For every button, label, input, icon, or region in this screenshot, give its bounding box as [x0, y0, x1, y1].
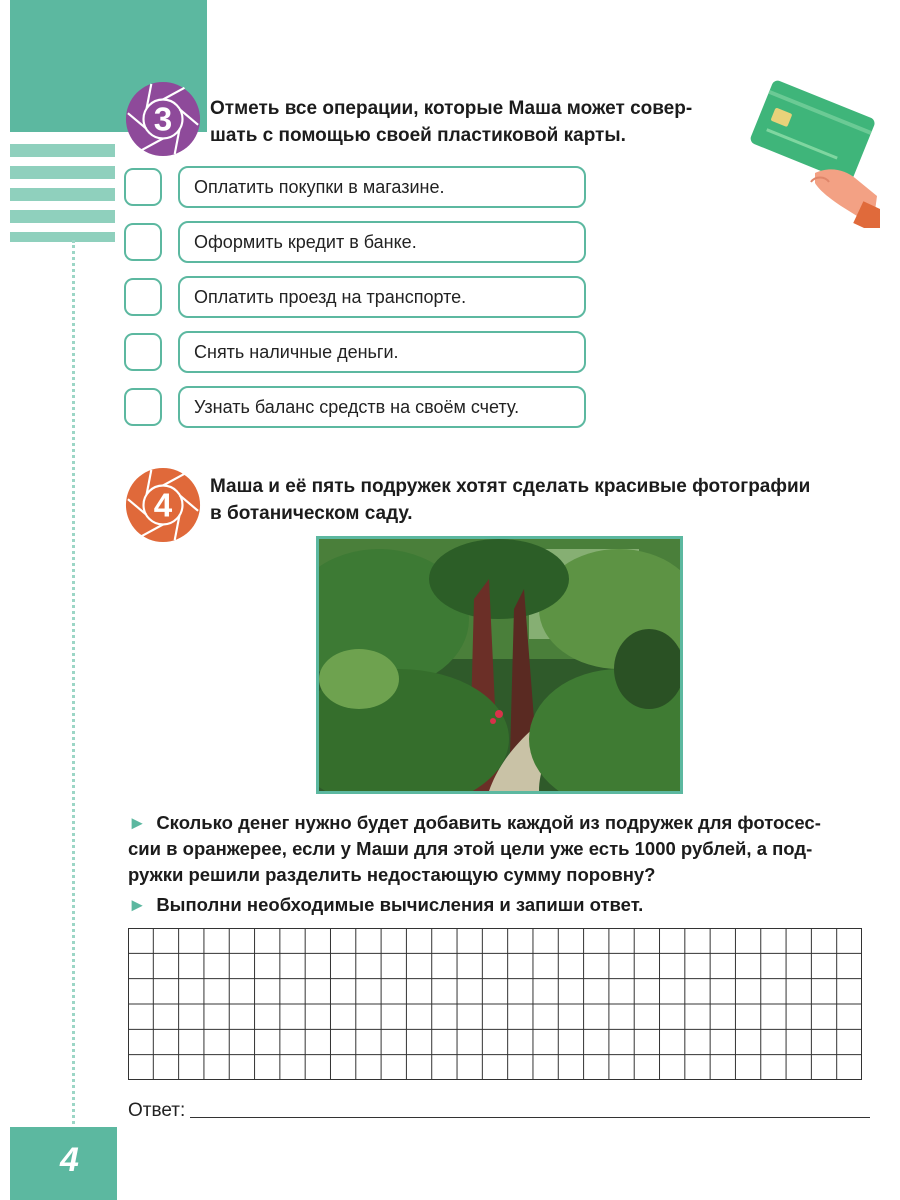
aperture-icon: [124, 466, 202, 544]
svg-text:4: 4: [153, 487, 173, 525]
option-row: [124, 331, 590, 375]
option-checkbox[interactable]: [124, 168, 162, 206]
option-row: [124, 166, 590, 210]
decor-stripe: [10, 144, 115, 157]
decor-stripe: [10, 166, 115, 179]
instruction-line: Выполни необходимые вычисления и запиши ответ.: [156, 894, 644, 915]
question-line: сии в оранжерее, если у Маши для этой цели уже есть 1000 рублей, а под-: [128, 838, 813, 859]
option-row: [124, 276, 590, 320]
task-3-badge: [124, 80, 202, 158]
triangle-right-icon: ►: [128, 812, 147, 833]
option-row: [124, 221, 590, 265]
calculation-grid[interactable]: [128, 928, 862, 1080]
task-3-title-line: шать с помощью своей пластиковой карты.: [210, 125, 626, 146]
task-4-title: [210, 473, 876, 527]
question-line: ружки решили разделить недостающую сумму поровну?: [128, 864, 656, 885]
credit-card-in-hand-icon: [745, 78, 880, 228]
task-3-title-line: Отметь все операции, которые Маша может совер-: [210, 98, 693, 119]
page-number-box: [10, 1127, 117, 1200]
option-label: Оформить кредит в банке.: [178, 221, 586, 263]
botanical-garden-photo: [316, 536, 683, 794]
option-label: Оплатить покупки в магазине.: [178, 166, 586, 208]
triangle-right-icon: ►: [128, 894, 147, 915]
option-checkbox[interactable]: [124, 278, 162, 316]
option-checkbox[interactable]: [124, 223, 162, 261]
option-row: [124, 386, 590, 430]
option-label: Оплатить проезд на транспорте.: [178, 276, 586, 318]
option-checkbox[interactable]: [124, 388, 162, 426]
decor-stripe: [10, 232, 115, 242]
decor-dotted-line: [72, 240, 75, 1130]
answer-line[interactable]: [190, 1117, 870, 1118]
question-line: Сколько денег нужно будет добавить каждой из подружек для фотосес-: [156, 812, 821, 833]
page-number: 4: [60, 1141, 79, 1179]
aperture-icon: [124, 80, 202, 158]
task-4-title-line: Маша и её пять подружек хотят сделать красивые фотографии: [210, 476, 811, 497]
decor-stripe: [10, 210, 115, 223]
svg-text:3: 3: [153, 101, 173, 139]
task-4-badge: [124, 466, 202, 544]
instruction-text: [128, 892, 878, 918]
task-3-title: [210, 95, 692, 149]
option-label: Узнать баланс средств на своём счету.: [178, 386, 586, 428]
option-label: Снять наличные деньги.: [178, 331, 586, 373]
question-text: [128, 810, 878, 888]
decor-stripe: [10, 188, 115, 201]
task-4-title-line: в ботаническом саду.: [210, 503, 413, 524]
option-checkbox[interactable]: [124, 333, 162, 371]
answer-label: Ответ:: [128, 1100, 186, 1121]
